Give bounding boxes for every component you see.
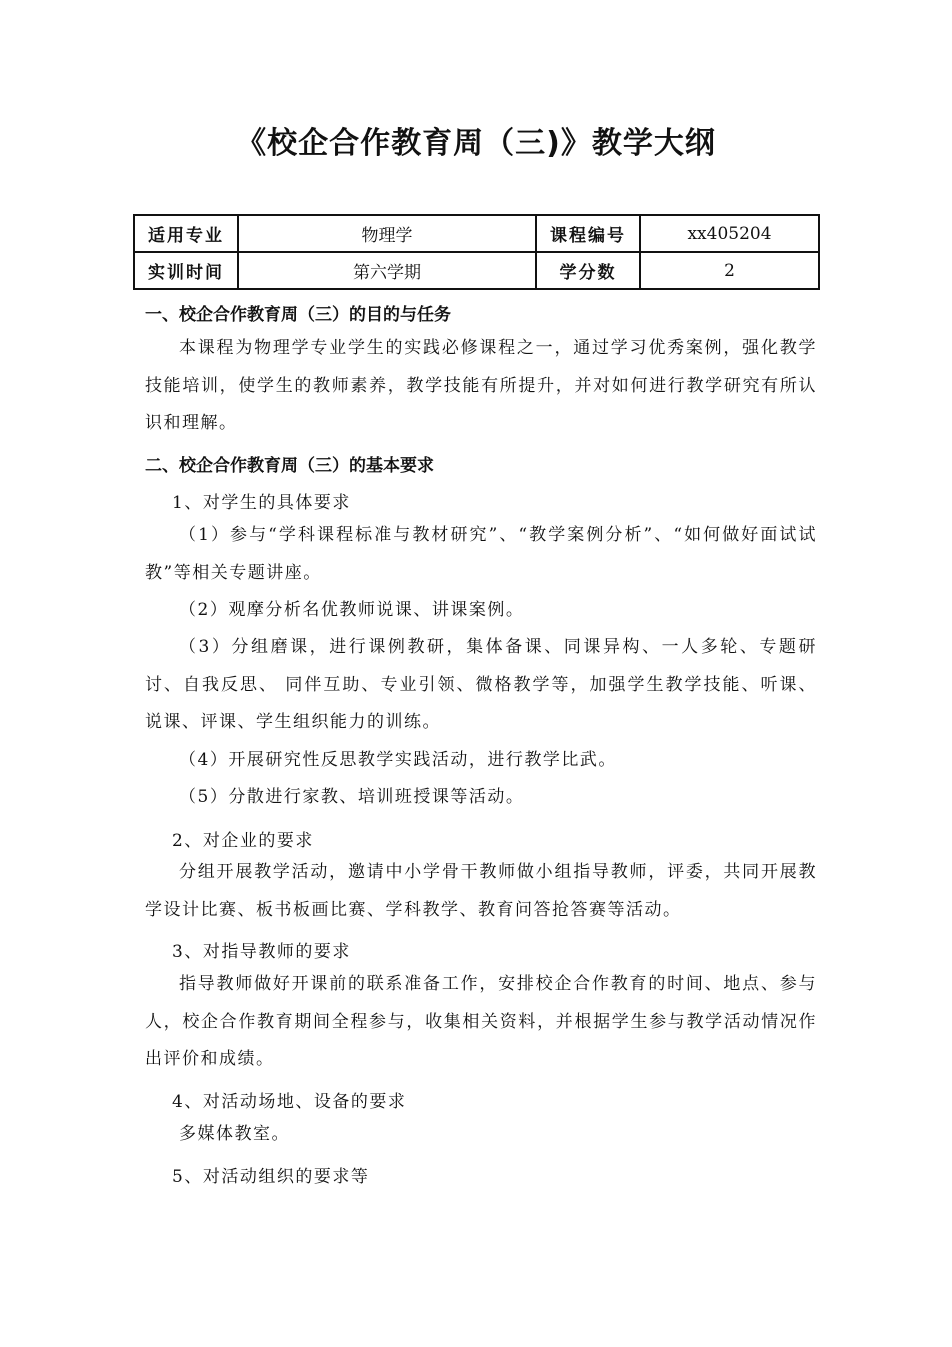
req2-title: 2、对企业的要求 — [172, 831, 314, 851]
course-code-label: 课程编号 — [536, 215, 640, 252]
req3-body: 指导教师做好开课前的联系准备工作，安排校企合作教育的时间、地点、参与人，校企合作教育期间全程参与，收集相关资料，并根据学生参与教学活动情况作出评价和成绩。 — [145, 974, 817, 1069]
document-title: 《校企合作教育周（三)》教学大纲 — [236, 126, 716, 161]
section2-heading: 二、校企合作教育周（三）的基本要求 — [145, 456, 434, 476]
req1-title: 1、对学生的具体要求 — [172, 493, 351, 513]
training-time-value: 第六学期 — [238, 252, 536, 289]
req4-body: 多媒体教室。 — [179, 1124, 290, 1144]
req1-item3: （3）分组磨课，进行课例教研，集体备课、同课异构、一人多轮、专题研讨、自我反思、 同伴互助、专业引领、微格教学等，加强学生教学技能、听课、说课、评课、学生组织能力的训练。 — [145, 637, 817, 732]
section1-body: 本课程为物理学专业学生的实践必修课程之一，通过学习优秀案例，强化教学技能培训，使学生的教师素养，教学技能有所提升，并对如何进行教学研究有所认识和理解。 — [145, 338, 817, 433]
major-label: 适用专业 — [134, 215, 238, 252]
course-code-value: xx405204 — [640, 215, 819, 252]
credit-label: 学分数 — [536, 252, 640, 289]
section1-heading: 一、校企合作教育周（三）的目的与任务 — [145, 305, 451, 325]
req4-title: 4、对活动场地、设备的要求 — [172, 1092, 407, 1112]
course-info-table — [133, 214, 820, 290]
major-value: 物理学 — [238, 215, 536, 252]
table-row — [134, 252, 819, 289]
training-time-label: 实训时间 — [134, 252, 238, 289]
req1-item1: （1）参与“学科课程标准与教材研究”、“教学案例分析”、“如何做好面试试教”等相关专题讲座。 — [145, 525, 817, 583]
req1-item2: （2）观摩分析名优教师说课、讲课案例。 — [179, 600, 525, 620]
req1-item4: （4）开展研究性反思教学实践活动，进行教学比武。 — [179, 750, 617, 770]
req3-title: 3、对指导教师的要求 — [172, 942, 351, 962]
req2-body: 分组开展教学活动，邀请中小学骨干教师做小组指导教师，评委，共同开展教学设计比赛、板书板画比赛、学科教学、教育问答抢答赛等活动。 — [145, 862, 817, 920]
credit-value: 2 — [640, 252, 819, 289]
req1-item5: （5）分散进行家教、培训班授课等活动。 — [179, 787, 525, 807]
table-row — [134, 215, 819, 252]
req5-title: 5、对活动组织的要求等 — [172, 1167, 370, 1187]
